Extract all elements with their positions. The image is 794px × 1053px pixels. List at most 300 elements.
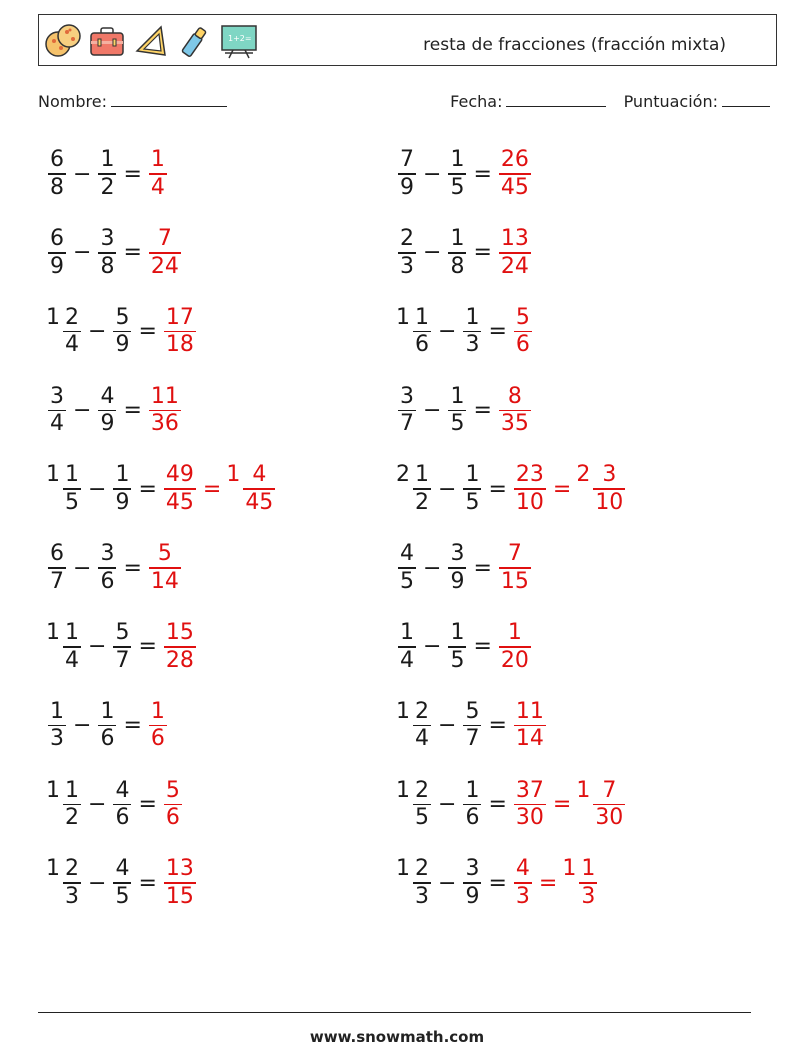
answer-fraction xyxy=(499,620,531,674)
answer-mixed-whole: 2 xyxy=(576,462,591,488)
minuend-numerator: 2 xyxy=(415,698,429,724)
answer-term xyxy=(497,620,533,674)
answer-fraction xyxy=(514,305,532,359)
answer-term xyxy=(497,226,533,280)
score-line[interactable] xyxy=(722,92,770,107)
answer-term xyxy=(512,856,534,910)
subtrahend-denominator: 6 xyxy=(115,805,130,831)
subtrahend-fraction xyxy=(463,462,481,516)
subtrahend-numerator: 1 xyxy=(100,147,115,173)
answer-fraction xyxy=(499,147,531,201)
answer xyxy=(147,147,169,201)
equals-sign: = xyxy=(488,713,507,739)
minuend-numerator: 6 xyxy=(50,541,64,567)
answer-mixed-denominator: 3 xyxy=(581,883,596,909)
answer-denominator: 24 xyxy=(500,253,529,279)
answer-mixed-term xyxy=(226,462,277,516)
minus-sign: − xyxy=(423,161,442,187)
answer xyxy=(497,620,533,674)
minuend-fraction xyxy=(63,305,81,359)
answer-mixed-fraction xyxy=(593,778,625,832)
date-line[interactable] xyxy=(506,92,606,107)
answer-denominator: 10 xyxy=(515,489,544,515)
minuend-denominator: 3 xyxy=(400,253,414,279)
answer-term xyxy=(497,384,533,438)
answer-denominator: 35 xyxy=(500,411,529,437)
minuend-fraction xyxy=(48,226,66,280)
subtrahend-term xyxy=(461,462,483,516)
answer-numerator: 1 xyxy=(150,698,165,724)
minuend-whole: 1 xyxy=(46,304,60,330)
problem-item xyxy=(396,851,599,915)
answer-fraction xyxy=(514,462,546,516)
subtrahend-term xyxy=(461,305,483,359)
chalkboard-icon xyxy=(219,21,259,61)
answer-denominator: 15 xyxy=(500,568,529,594)
answer-equals-sign: = xyxy=(552,791,572,817)
equals-sign: = xyxy=(488,476,507,502)
answer-denominator: 6 xyxy=(515,332,530,358)
answer-denominator: 30 xyxy=(515,805,544,831)
minus-sign: − xyxy=(438,791,457,817)
answer xyxy=(497,541,533,595)
minuend-whole: 1 xyxy=(396,856,410,882)
problem-item xyxy=(396,221,533,285)
answer xyxy=(512,305,534,359)
minuend-term xyxy=(396,699,433,753)
answer-fraction xyxy=(499,226,531,280)
subtrahend-denominator: 9 xyxy=(100,411,115,437)
footer-divider xyxy=(38,1012,751,1013)
answer-term xyxy=(147,147,169,201)
answer-fraction xyxy=(164,778,182,832)
answer xyxy=(512,856,599,910)
answer-term xyxy=(162,856,198,910)
minuend-fraction xyxy=(398,620,416,674)
minus-sign: − xyxy=(73,713,92,739)
minuend-term xyxy=(396,462,433,516)
answer-denominator: 6 xyxy=(150,726,165,752)
header-icons xyxy=(43,19,259,63)
subtrahend-denominator: 3 xyxy=(465,332,480,358)
answer-denominator: 20 xyxy=(500,647,529,673)
subtrahend-term xyxy=(446,620,468,674)
problem-item xyxy=(46,772,184,836)
answer-mixed-fraction xyxy=(593,462,625,516)
answer-fraction xyxy=(149,147,167,201)
minuend-term xyxy=(396,541,418,595)
answer xyxy=(147,699,169,753)
minuend-numerator: 1 xyxy=(65,462,79,488)
minuend-term xyxy=(46,147,68,201)
minuend-fraction xyxy=(413,305,431,359)
subtrahend-numerator: 1 xyxy=(450,226,465,251)
minus-sign: − xyxy=(73,240,92,266)
answer-mixed-term xyxy=(576,778,627,832)
minuend-denominator: 4 xyxy=(65,332,79,358)
answer-numerator: 5 xyxy=(157,541,172,567)
answer-numerator: 7 xyxy=(157,226,172,251)
answer-numerator: 49 xyxy=(165,462,194,488)
minus-sign: − xyxy=(438,476,457,502)
equals-sign: = xyxy=(123,397,142,423)
answer-fraction xyxy=(499,541,531,595)
answer-mixed-fraction xyxy=(243,462,275,516)
answer xyxy=(512,699,548,753)
answer xyxy=(162,856,198,910)
answer xyxy=(162,462,277,516)
answer-numerator: 5 xyxy=(515,304,530,330)
subtrahend-fraction xyxy=(113,856,131,910)
cookies-icon xyxy=(43,21,83,61)
subtrahend-numerator: 1 xyxy=(115,462,130,488)
minuend-denominator: 9 xyxy=(50,253,64,279)
minuend-fraction xyxy=(63,778,81,832)
subtrahend-term xyxy=(96,147,118,201)
answer-term xyxy=(512,778,548,832)
minuend-fraction xyxy=(48,699,66,753)
equals-sign: = xyxy=(138,791,157,817)
problem-item xyxy=(396,378,533,442)
answer xyxy=(162,778,184,832)
minuend-fraction xyxy=(413,462,431,516)
problem-item xyxy=(46,694,169,758)
minuend-whole: 1 xyxy=(396,304,410,330)
minus-sign: − xyxy=(88,634,107,660)
minuend-term xyxy=(396,778,433,832)
problem-item xyxy=(396,536,533,600)
score-label: Puntuación: xyxy=(623,92,718,111)
minuend-fraction xyxy=(63,620,81,674)
subtrahend-numerator: 1 xyxy=(100,698,115,724)
subtrahend-term xyxy=(111,856,133,910)
problem-item xyxy=(396,142,533,206)
minuend-numerator: 7 xyxy=(400,147,414,173)
subtrahend-term xyxy=(111,778,133,832)
minuend-numerator: 6 xyxy=(50,147,64,173)
answer-fraction xyxy=(514,778,546,832)
minus-sign: − xyxy=(438,713,457,739)
subtrahend-numerator: 5 xyxy=(465,698,480,724)
answer-term xyxy=(497,541,533,595)
minuend-term xyxy=(46,699,68,753)
minuend-term xyxy=(46,305,83,359)
answer-fraction xyxy=(149,541,181,595)
subtrahend-term xyxy=(96,541,118,595)
date-score-fields xyxy=(450,92,770,111)
subtrahend-term xyxy=(111,462,133,516)
answer-fraction xyxy=(149,699,167,753)
answer-denominator: 6 xyxy=(165,805,180,831)
answer-numerator: 11 xyxy=(515,698,544,724)
subtrahend-fraction xyxy=(448,384,466,438)
subtrahend-numerator: 3 xyxy=(100,541,115,567)
name-field[interactable] xyxy=(38,92,227,111)
subtrahend-numerator: 5 xyxy=(115,620,130,645)
minuend-term xyxy=(46,778,83,832)
minuend-fraction xyxy=(398,147,416,201)
subtrahend-denominator: 5 xyxy=(450,647,465,673)
answer-term xyxy=(497,147,533,201)
minuend-whole: 1 xyxy=(46,856,60,882)
equals-sign: = xyxy=(138,319,157,345)
answer-denominator: 28 xyxy=(165,647,194,673)
equals-sign: = xyxy=(123,713,142,739)
subtrahend-numerator: 1 xyxy=(450,620,465,645)
minuend-term xyxy=(46,462,83,516)
subtrahend-term xyxy=(446,226,468,280)
name-line xyxy=(111,92,227,107)
header-box xyxy=(38,14,777,66)
subtrahend-fraction xyxy=(98,541,116,595)
minuend-term xyxy=(396,856,433,910)
subtrahend-numerator: 3 xyxy=(100,226,115,251)
answer-numerator: 13 xyxy=(165,856,194,882)
minuend-numerator: 4 xyxy=(400,541,414,567)
minus-sign: − xyxy=(423,240,442,266)
minuend-denominator: 4 xyxy=(400,647,414,673)
answer-term xyxy=(147,226,183,280)
subtrahend-denominator: 6 xyxy=(100,568,115,594)
subtrahend-denominator: 6 xyxy=(100,726,115,752)
minuend-fraction xyxy=(413,699,431,753)
minus-sign: − xyxy=(73,555,92,581)
answer-denominator: 36 xyxy=(150,411,179,437)
subtrahend-term xyxy=(96,699,118,753)
minuend-numerator: 3 xyxy=(50,383,64,409)
minuend-denominator: 5 xyxy=(65,489,79,515)
subtrahend-fraction xyxy=(463,699,481,753)
minuend-denominator: 3 xyxy=(50,726,64,752)
answer-fraction xyxy=(499,384,531,438)
answer-denominator: 14 xyxy=(150,568,179,594)
answer-mixed-whole: 1 xyxy=(562,856,577,882)
subtrahend-denominator: 8 xyxy=(450,253,465,279)
subtrahend-numerator: 4 xyxy=(115,777,130,803)
minuend-term xyxy=(396,226,418,280)
answer-numerator: 37 xyxy=(515,777,544,803)
minuend-denominator: 7 xyxy=(400,411,414,437)
answer xyxy=(512,462,627,516)
minuend-fraction xyxy=(48,541,66,595)
subtrahend-denominator: 5 xyxy=(450,411,465,437)
answer-numerator: 13 xyxy=(500,226,529,251)
answer-numerator: 15 xyxy=(165,620,194,645)
subtrahend-fraction xyxy=(113,462,131,516)
answer-term xyxy=(147,699,169,753)
date-label: Fecha: xyxy=(450,92,503,111)
subtrahend-fraction xyxy=(98,147,116,201)
subtrahend-fraction xyxy=(98,699,116,753)
equals-sign: = xyxy=(123,240,142,266)
minuend-numerator: 3 xyxy=(400,383,414,409)
minuend-fraction xyxy=(398,541,416,595)
subtrahend-denominator: 7 xyxy=(465,726,480,752)
footer-url: www.snowmath.com xyxy=(309,1028,485,1046)
answer-mixed-numerator: 7 xyxy=(602,777,617,803)
minus-sign: − xyxy=(438,870,457,896)
answer xyxy=(162,305,198,359)
worksheet-title: resta de fracciones (fracción mixta) xyxy=(423,35,726,55)
problem-item xyxy=(46,615,198,679)
answer-denominator: 24 xyxy=(150,253,179,279)
answer-mixed-term xyxy=(562,856,599,910)
subtrahend-numerator: 3 xyxy=(465,856,480,882)
minuend-fraction xyxy=(398,226,416,280)
answer-denominator: 45 xyxy=(165,489,194,515)
answer-term xyxy=(162,305,198,359)
minuend-whole: 1 xyxy=(46,620,60,645)
answer-mixed-numerator: 4 xyxy=(252,462,267,488)
minuend-term xyxy=(46,856,83,910)
subtrahend-term xyxy=(96,384,118,438)
minuend-denominator: 3 xyxy=(415,883,429,909)
subtrahend-fraction xyxy=(98,226,116,280)
subtrahend-denominator: 5 xyxy=(115,883,130,909)
subtrahend-numerator: 3 xyxy=(450,541,465,567)
briefcase-icon xyxy=(87,21,127,61)
minuend-denominator: 4 xyxy=(50,411,64,437)
answer xyxy=(147,384,183,438)
subtrahend-denominator: 6 xyxy=(465,805,480,831)
minuend-fraction xyxy=(48,147,66,201)
problem-item xyxy=(396,615,533,679)
answer-numerator: 7 xyxy=(507,541,522,567)
subtrahend-denominator: 2 xyxy=(100,174,115,200)
minus-sign: − xyxy=(423,397,442,423)
answer xyxy=(497,384,533,438)
minus-sign: − xyxy=(88,319,107,345)
minus-sign: − xyxy=(88,476,107,502)
answer xyxy=(147,541,183,595)
subtrahend-denominator: 5 xyxy=(450,174,465,200)
minuend-denominator: 5 xyxy=(415,805,429,831)
equals-sign: = xyxy=(473,161,492,187)
answer-denominator: 14 xyxy=(515,726,544,752)
answer-mixed-numerator: 1 xyxy=(581,856,596,882)
answer-equals-sign: = xyxy=(538,870,558,896)
subtrahend-numerator: 1 xyxy=(465,777,480,803)
problem-item xyxy=(396,300,534,364)
subtrahend-numerator: 4 xyxy=(115,856,130,882)
subtrahend-numerator: 5 xyxy=(115,304,130,330)
minuend-denominator: 6 xyxy=(415,332,429,358)
minuend-whole: 1 xyxy=(396,698,410,724)
subtrahend-fraction xyxy=(448,620,466,674)
subtrahend-term xyxy=(96,226,118,280)
answer-fraction xyxy=(149,384,181,438)
minuend-numerator: 1 xyxy=(400,620,414,645)
answer-denominator: 4 xyxy=(150,174,165,200)
answer-mixed-term xyxy=(576,462,627,516)
minus-sign: − xyxy=(423,634,442,660)
equals-sign: = xyxy=(488,319,507,345)
answer-equals-sign: = xyxy=(552,476,572,502)
problem-item xyxy=(46,300,198,364)
equals-sign: = xyxy=(473,555,492,581)
minuend-term xyxy=(46,620,83,674)
minuend-numerator: 6 xyxy=(50,226,64,251)
answer-numerator: 11 xyxy=(150,383,179,409)
minuend-fraction xyxy=(48,384,66,438)
answer-numerator: 17 xyxy=(165,304,194,330)
problem-item xyxy=(46,142,169,206)
minuend-fraction xyxy=(413,856,431,910)
subtrahend-numerator: 1 xyxy=(465,304,480,330)
minuend-fraction xyxy=(63,856,81,910)
glue-stick-icon xyxy=(175,21,215,61)
minuend-denominator: 2 xyxy=(65,805,79,831)
subtrahend-term xyxy=(461,778,483,832)
answer-numerator: 1 xyxy=(507,620,522,645)
minuend-numerator: 1 xyxy=(65,620,79,645)
minuend-term xyxy=(396,384,418,438)
minus-sign: − xyxy=(423,555,442,581)
answer xyxy=(147,226,183,280)
minuend-term xyxy=(396,305,433,359)
answer-term xyxy=(147,541,183,595)
equals-sign: = xyxy=(488,870,507,896)
answer-mixed-denominator: 45 xyxy=(245,489,274,515)
subtrahend-numerator: 4 xyxy=(100,383,115,409)
subtrahend-numerator: 1 xyxy=(465,462,480,488)
minuend-numerator: 2 xyxy=(400,226,414,251)
answer-denominator: 45 xyxy=(500,174,529,200)
answer-fraction xyxy=(164,305,196,359)
answer-mixed-numerator: 3 xyxy=(602,462,617,488)
problem-item xyxy=(46,457,277,521)
minuend-denominator: 9 xyxy=(400,174,414,200)
minuend-denominator: 2 xyxy=(415,489,429,515)
minuend-numerator: 1 xyxy=(415,304,429,330)
answer-term xyxy=(162,778,184,832)
minus-sign: − xyxy=(88,870,107,896)
equals-sign: = xyxy=(473,397,492,423)
name-label: Nombre: xyxy=(38,92,107,111)
answer-numerator: 26 xyxy=(500,147,529,173)
subtrahend-fraction xyxy=(113,620,131,674)
subtrahend-fraction xyxy=(448,147,466,201)
answer-mixed-denominator: 10 xyxy=(595,489,624,515)
answer-numerator: 1 xyxy=(150,147,165,173)
minuend-term xyxy=(46,384,68,438)
answer-mixed-whole: 1 xyxy=(576,777,591,803)
minuend-term xyxy=(46,541,68,595)
equals-sign: = xyxy=(123,555,142,581)
answer xyxy=(497,147,533,201)
minus-sign: − xyxy=(73,161,92,187)
minuend-denominator: 3 xyxy=(65,883,79,909)
subtrahend-numerator: 1 xyxy=(450,147,465,173)
answer-mixed-denominator: 30 xyxy=(595,805,624,831)
minuend-term xyxy=(396,147,418,201)
minuend-numerator: 1 xyxy=(415,462,429,488)
protractor-icon xyxy=(131,21,171,61)
equals-sign: = xyxy=(138,476,157,502)
minus-sign: − xyxy=(88,791,107,817)
minuend-term xyxy=(396,620,418,674)
subtrahend-term xyxy=(461,699,483,753)
subtrahend-fraction xyxy=(463,778,481,832)
answer-fraction xyxy=(149,226,181,280)
subtrahend-fraction xyxy=(463,856,481,910)
answer-numerator: 8 xyxy=(507,383,522,409)
answer-numerator: 4 xyxy=(515,856,530,882)
subtrahend-denominator: 5 xyxy=(465,489,480,515)
problem-item xyxy=(396,772,627,836)
subtrahend-term xyxy=(461,856,483,910)
minuend-whole: 1 xyxy=(46,462,60,488)
